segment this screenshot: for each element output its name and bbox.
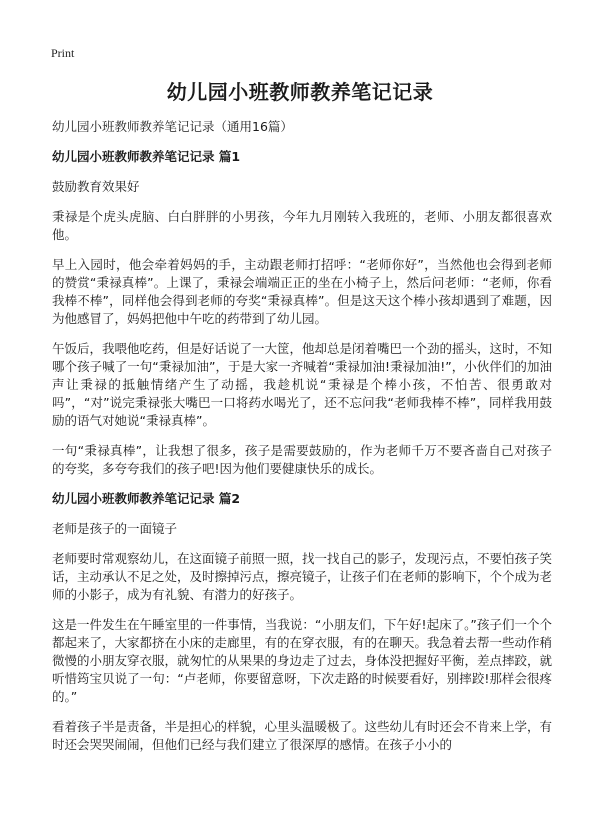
document-body xyxy=(52,118,552,754)
section-topic: 老师是孩子的一面镜子 xyxy=(52,521,178,536)
paragraph: 午饭后，我喂他吃药，但是好话说了一大筐，他却总是闭着嘴巴一个劲的摇头，这时，不知哪个孩子喊了一句“秉禄加油”，于是大家一齐喊着“秉禄加油!秉禄加油!”，小伙伴们的加油声让秉禄的抵触情绪产生了动摇，我趁机说“秉禄是个棒小孩，不怕苦、很勇敢对吗”，“对”说完秉禄张大嘴巴一口将药水喝光了，还不忘问我“老师我棒不棒”，同样我用鼓励的语气对她说“秉禄真棒”。 xyxy=(52,341,553,428)
print-label: Print xyxy=(51,46,75,60)
document-title: 幼儿园小班教师教养笔记记录 xyxy=(166,80,434,104)
paragraph: 一句“秉禄真棒”，让我想了很多，孩子是需要鼓励的，作为老师千万不要吝啬自己对孩子的夸奖，多夸夸我们的孩子吧!因为他们要健康快乐的成长。 xyxy=(52,443,552,476)
paragraph: 这是一件发生在午睡室里的一件事情，当我说：“小朋友们，下午好!起床了。”孩子们一个个都起来了，大家都挤在小床的走廊里，有的在穿衣服，有的在聊天。我急着去帮一些动作稍微慢的小朋友穿衣服，就匆忙的从果果的身边走了过去，身体没把握好平衡，差点摔跤，就听惜筠宝贝说了一句：“卢老师，你要留意呀，下次走路的时候要看好，别摔跤!那样会很疼的。” xyxy=(52,617,553,704)
paragraph: 秉禄是个虎头虎脑、白白胖胖的小男孩，今年九月刚转入我班的，老师、小朋友都很喜欢他。 xyxy=(52,209,552,242)
paragraph: 老师要时常观察幼儿，在这面镜子前照一照，找一找自己的影子，发现污点，不要怕孩子笑话，主动承认不足之处，及时擦掉污点，擦亮镜子，让孩子们在老师的影响下，个个成为老师的小影子，成为有礼貌、有潜力的好孩子。 xyxy=(52,551,553,602)
section-heading: 幼儿园小班教师教养笔记记录 篇1 xyxy=(52,149,241,164)
paragraph: 看着孩子半是责备，半是担心的样貌，心里头温暖极了。这些幼儿有时还会不肯来上学，有时还会哭哭闹闹，但他们已经与我们建立了很深厚的感情。在孩子小小的 xyxy=(52,719,553,752)
section-heading: 幼儿园小班教师教养笔记记录 篇2 xyxy=(52,491,241,506)
section-topic: 鼓励教育效果好 xyxy=(52,179,140,194)
paragraph: 早上入园时，他会牵着妈妈的手，主动跟老师打招呼：“老师你好”，当然他也会得到老师的赞赏“秉禄真棒”。上课了，秉禄会端端正正的坐在小椅子上，然后问老师：“老师，你看我棒不棒”，同样他会得到老师的夸奖“秉禄真棒”。但是这天这个棒小孩却遇到了难题，因为他感冒了，妈妈把他中午吃的药带到了幼儿园。 xyxy=(52,257,552,326)
document-subtitle: 幼儿园小班教师教养笔记记录（通用16篇） xyxy=(52,119,293,134)
